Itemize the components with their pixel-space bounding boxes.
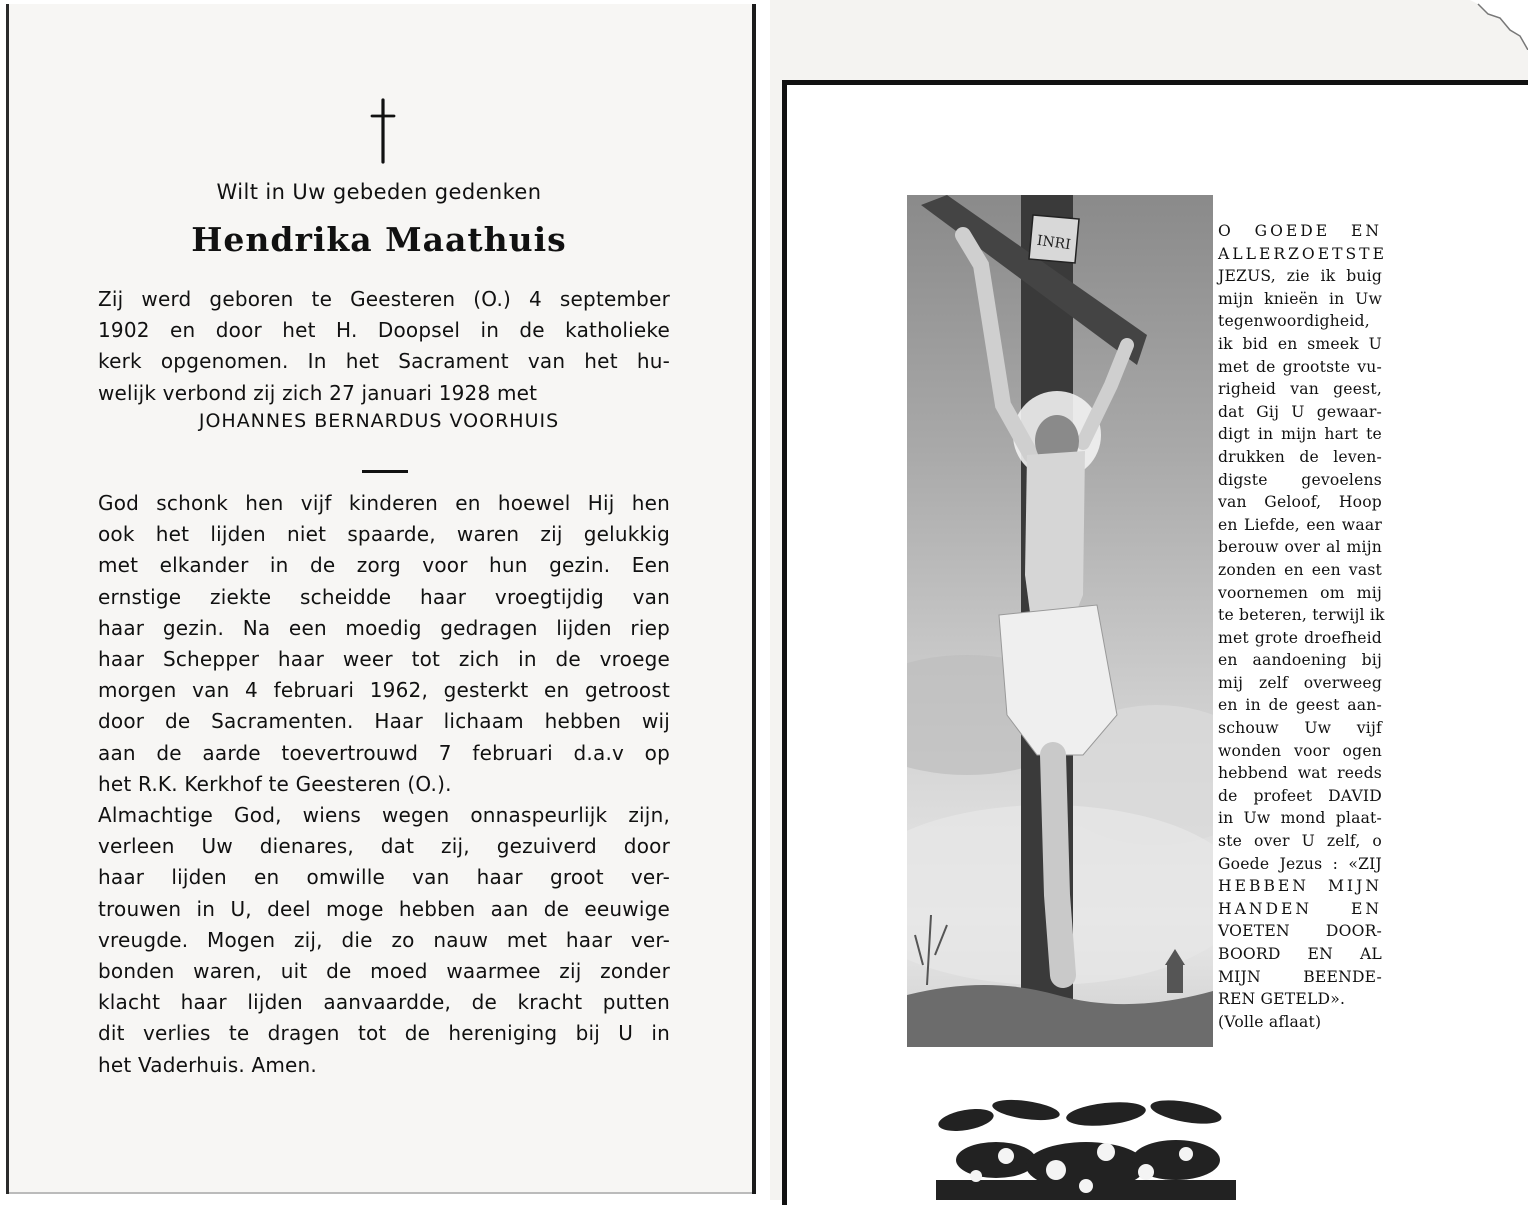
text-line: en in de geest aan- <box>1218 696 1382 715</box>
text-line: het R.K. Kerkhof te Geesteren (O.). <box>98 771 452 796</box>
text-line: Almachtige God, wiens wegen onnaspeurlijk zijn, <box>98 803 670 827</box>
text-line: dit verlies te dragen tot de hereniging bij U in <box>98 1021 670 1046</box>
prayer-paragraph <box>98 800 670 1081</box>
text-line: Zij werd geboren te Geesteren (O.) 4 september <box>98 287 670 311</box>
crucifix-image-icon <box>907 195 1213 1047</box>
text-line: en Liefde, een waar <box>1218 515 1382 534</box>
text-line: door de Sacramenten. Haar lichaam hebben wij <box>98 709 670 734</box>
text-line: morgen van 4 februari 1962, gesterkt en getroost <box>98 678 670 703</box>
text-line: mij zelf overweeg <box>1218 673 1382 692</box>
text-line: ook het lijden niet spaarde, waren zij gelukkig <box>98 522 670 547</box>
text-line: zonden en een vast <box>1218 560 1382 579</box>
text-line: REN GETELD». <box>1218 990 1346 1009</box>
text-line: digt in mijn hart te <box>1218 425 1382 444</box>
text-line: 1902 en door het H. Doopsel in de katholieke <box>98 318 670 343</box>
text-line: aan de aarde toevertrouwd 7 februari d.a.v op <box>98 740 670 765</box>
intro-line: Wilt in Uw gebeden gedenken <box>216 180 542 204</box>
text-line: voornemen om mij <box>1218 583 1382 602</box>
text-line: bonden waren, uit de moed waarmee zij zonder <box>98 959 670 984</box>
prayer-text <box>1218 220 1387 1033</box>
text-line: haar lijden en omwille van haar groot ver- <box>98 865 670 890</box>
text-line: ik bid en smeek U <box>1218 334 1382 353</box>
text-line: verleen Uw dienares, dat zij, gezuiverd door <box>98 834 670 859</box>
text-line: te beteren, terwijl ik <box>1218 606 1385 625</box>
text-line: vreugde. Mogen zij, die zo nauw met haar ver- <box>98 927 670 952</box>
text-line: haar Schepper haar weer tot zich in de vroege <box>98 647 670 672</box>
text-line: ernstige ziekte scheidde haar vroegtijdig van <box>98 584 670 609</box>
text-line: schouw Uw vijf <box>1218 719 1382 738</box>
memorial-card-right <box>770 0 1528 1200</box>
text-line: van Geloof, Hoop <box>1218 493 1382 512</box>
text-line: in Uw mond plaat- <box>1218 809 1382 828</box>
latin-cross-icon <box>368 98 398 164</box>
text-line: God schonk hen vijf kinderen en hoewel Hij hen <box>98 491 670 515</box>
spouse-name: JOHANNES BERNARDUS VOORHUIS <box>198 410 560 432</box>
text-line: righeid van geest, <box>1218 380 1382 399</box>
flowers-ornament-icon <box>936 1090 1236 1200</box>
text-line: MIJN BEENDE- <box>1218 967 1382 986</box>
text-line: welijk verbond zij zich 27 januari 1928 met <box>98 380 538 405</box>
text-line: HANDEN EN <box>1218 899 1382 918</box>
text-line: en aandoening bij <box>1218 651 1382 670</box>
text-line: tegenwoordigheid, <box>1218 312 1370 331</box>
text-line: haar gezin. Na een moedig gedragen lijden riep <box>98 615 670 640</box>
memorial-card-left <box>6 4 756 1194</box>
birth-paragraph <box>98 284 670 409</box>
text-line: VOETEN DOOR- <box>1218 922 1382 941</box>
text-line: kerk opgenomen. In het Sacrament van het hu- <box>98 349 670 374</box>
text-line: JEZUS, zie ik buig <box>1218 267 1382 286</box>
card-frame <box>782 80 1528 1205</box>
text-line: trouwen in U, deel moge hebben aan de eeuwige <box>98 896 670 921</box>
text-line: (Volle aflaat) <box>1218 1012 1322 1031</box>
text-line: met de grootste vu- <box>1218 357 1382 376</box>
text-line: dat Gij U gewaar- <box>1218 402 1382 421</box>
torn-corner <box>1470 0 1528 50</box>
text-line: met grote droefheid <box>1218 628 1382 647</box>
text-line: HEBBEN MIJN <box>1218 877 1382 896</box>
text-line: digste gevoelens <box>1218 470 1382 489</box>
text-line: Goede Jezus : «ZIJ <box>1218 854 1382 873</box>
text-line: berouw over al mijn <box>1218 538 1382 557</box>
text-line: met elkander in de zorg voor hun gezin. Een <box>98 553 670 578</box>
text-line: BOORD EN AL <box>1218 945 1382 963</box>
text-line: O GOEDE EN <box>1218 222 1382 240</box>
text-line: hebbend wat reeds <box>1218 764 1382 783</box>
text-line: wonden voor ogen <box>1218 741 1382 760</box>
text-line: ste over U zelf, o <box>1218 832 1382 851</box>
text-line: ALLERZOETSTE <box>1218 244 1387 263</box>
text-line: het Vaderhuis. Amen. <box>98 1052 317 1077</box>
deceased-name: Hendrika Maathuis <box>191 220 567 259</box>
text-line: mijn knieën in Uw <box>1218 289 1382 308</box>
text-line: klacht haar lijden aanvaardde, de kracht putten <box>98 990 670 1015</box>
text-line: de profeet DAVID <box>1218 786 1382 805</box>
divider <box>362 470 408 473</box>
life-paragraph <box>98 488 670 800</box>
inri-label: INRI <box>1035 232 1072 254</box>
text-line: drukken de leven- <box>1218 447 1382 466</box>
